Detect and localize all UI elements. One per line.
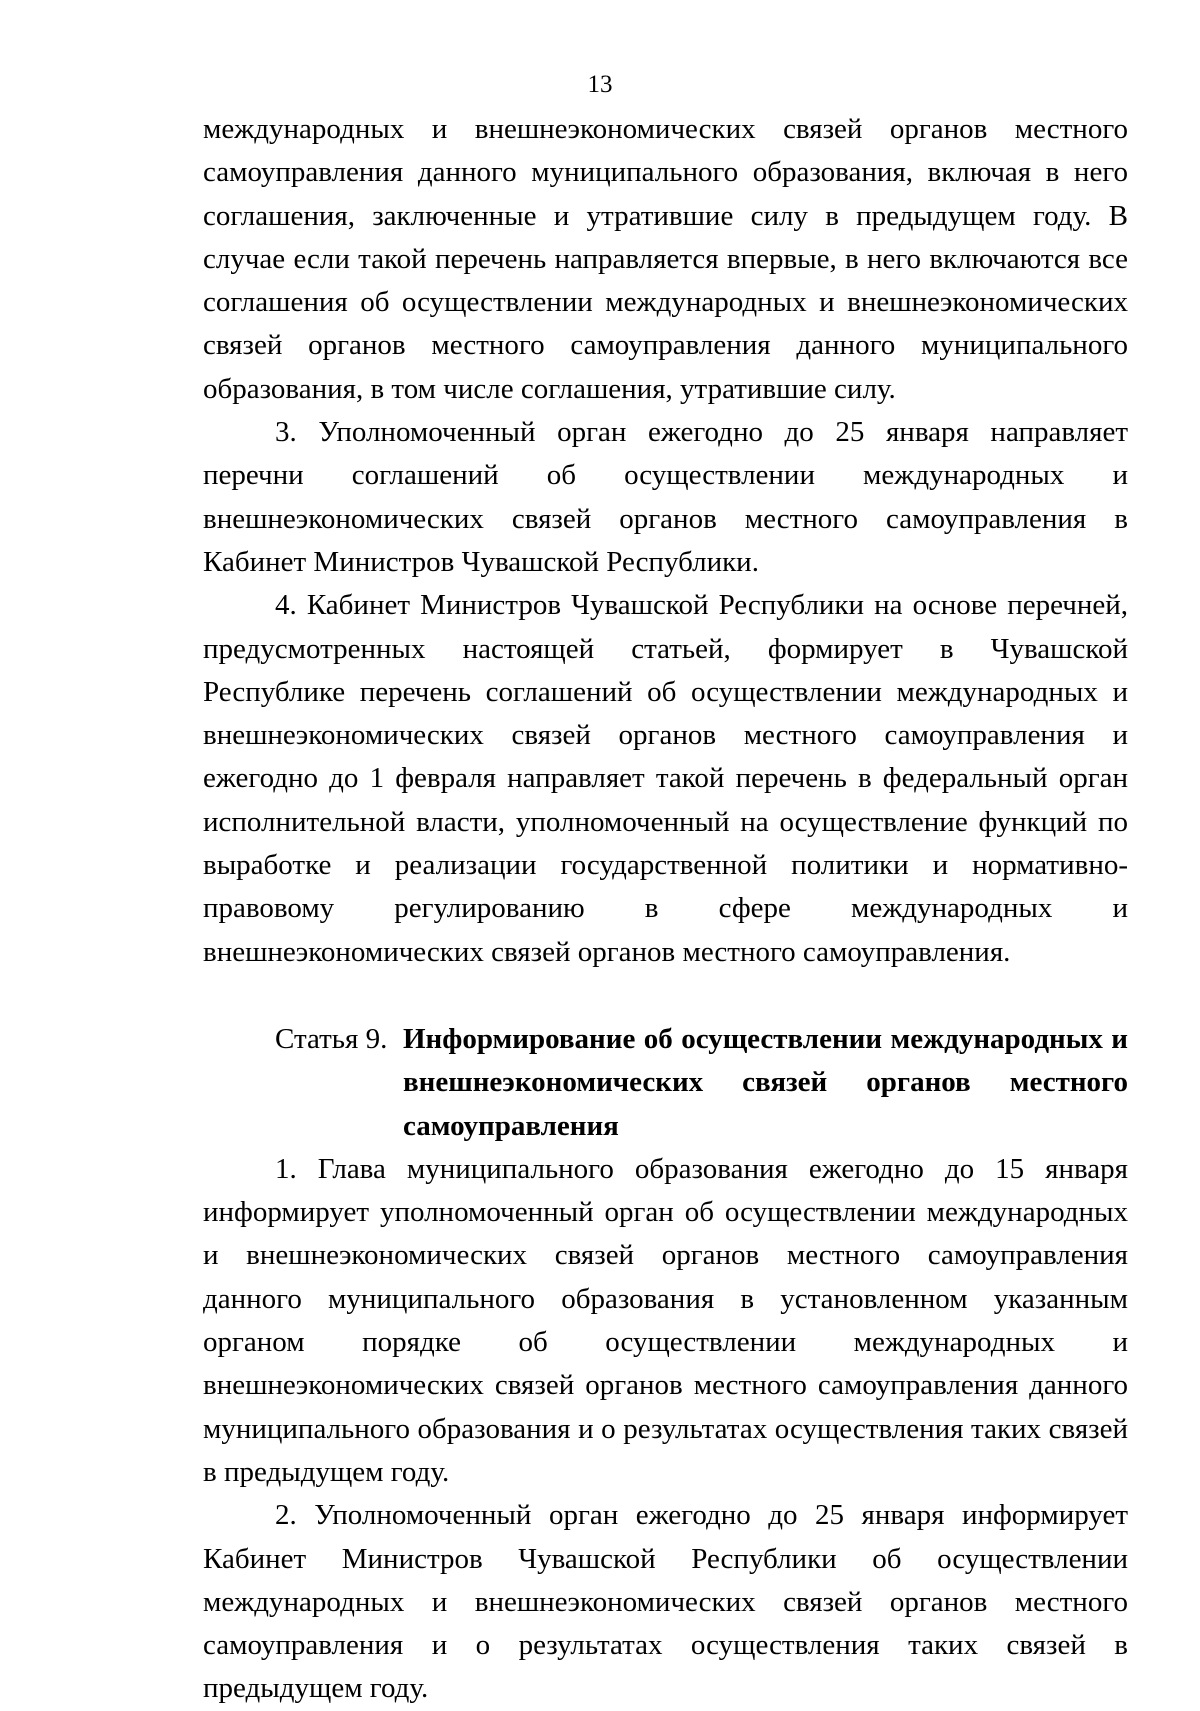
article-title: Информирование об осуществлении международных и внешнеэкономических связей органов местного самоуправления	[403, 1022, 1128, 1142]
article-heading	[203, 1018, 1128, 1148]
paragraph-item-3: 3. Уполномоченный орган ежегодно до 25 января направляет перечни соглашений об осуществлении международных и внешнеэкономических связей органов местного самоуправления в Кабинет Министров Чувашской Республики.	[203, 416, 1128, 578]
paragraph-continuation: международных и внешнеэкономических связей органов местного самоуправления данного муниципального образования, включая в него соглашения, заключенные и утратившие силу в предыдущем году. В случае если такой перечень направляется впервые, в него включаются все соглашения об осуществлении международных и внешнеэкономических связей органов местного самоуправления данного муниципального образования, в том числе соглашения, утратившие силу.	[203, 113, 1128, 405]
paragraph-item-1: 1. Глава муниципального образования ежегодно до 15 января информирует уполномоченный орган об осуществлении международных и внешнеэкономических связей органов местного самоуправления данного муниципального образования в установленном указанным органом порядке об осуществлении международных и внешнеэкономических связей органов местного самоуправления данного муниципального образования и о результатах осуществления таких связей в предыдущем году.	[203, 1152, 1128, 1488]
paragraph-item-4: 4. Кабинет Министров Чувашской Республики на основе перечней, предусмотренных настоящей статьей, формирует в Чувашской Республике перечень соглашений об осуществлении международных и внешнеэкономических связей органов местного самоуправления и ежегодно до 1 февраля направляет такой перечень в федеральный орган исполнительной власти, уполномоченный на осуществление функций по выработке и реализации государственной политики и нормативно-правовому регулированию в сфере международных и внешнеэкономических связей органов местного самоуправления.	[203, 589, 1128, 968]
paragraph-item-2: 2. Уполномоченный орган ежегодно до 25 января информирует Кабинет Министров Чувашской Республики об осуществлении международных и внешнеэкономических связей органов местного самоуправления и о результатах осуществления таких связей в предыдущем году.	[203, 1499, 1128, 1705]
article-label: Статья 9.	[275, 1022, 388, 1055]
document-body	[203, 108, 1128, 1711]
page-number: 13	[587, 71, 613, 98]
